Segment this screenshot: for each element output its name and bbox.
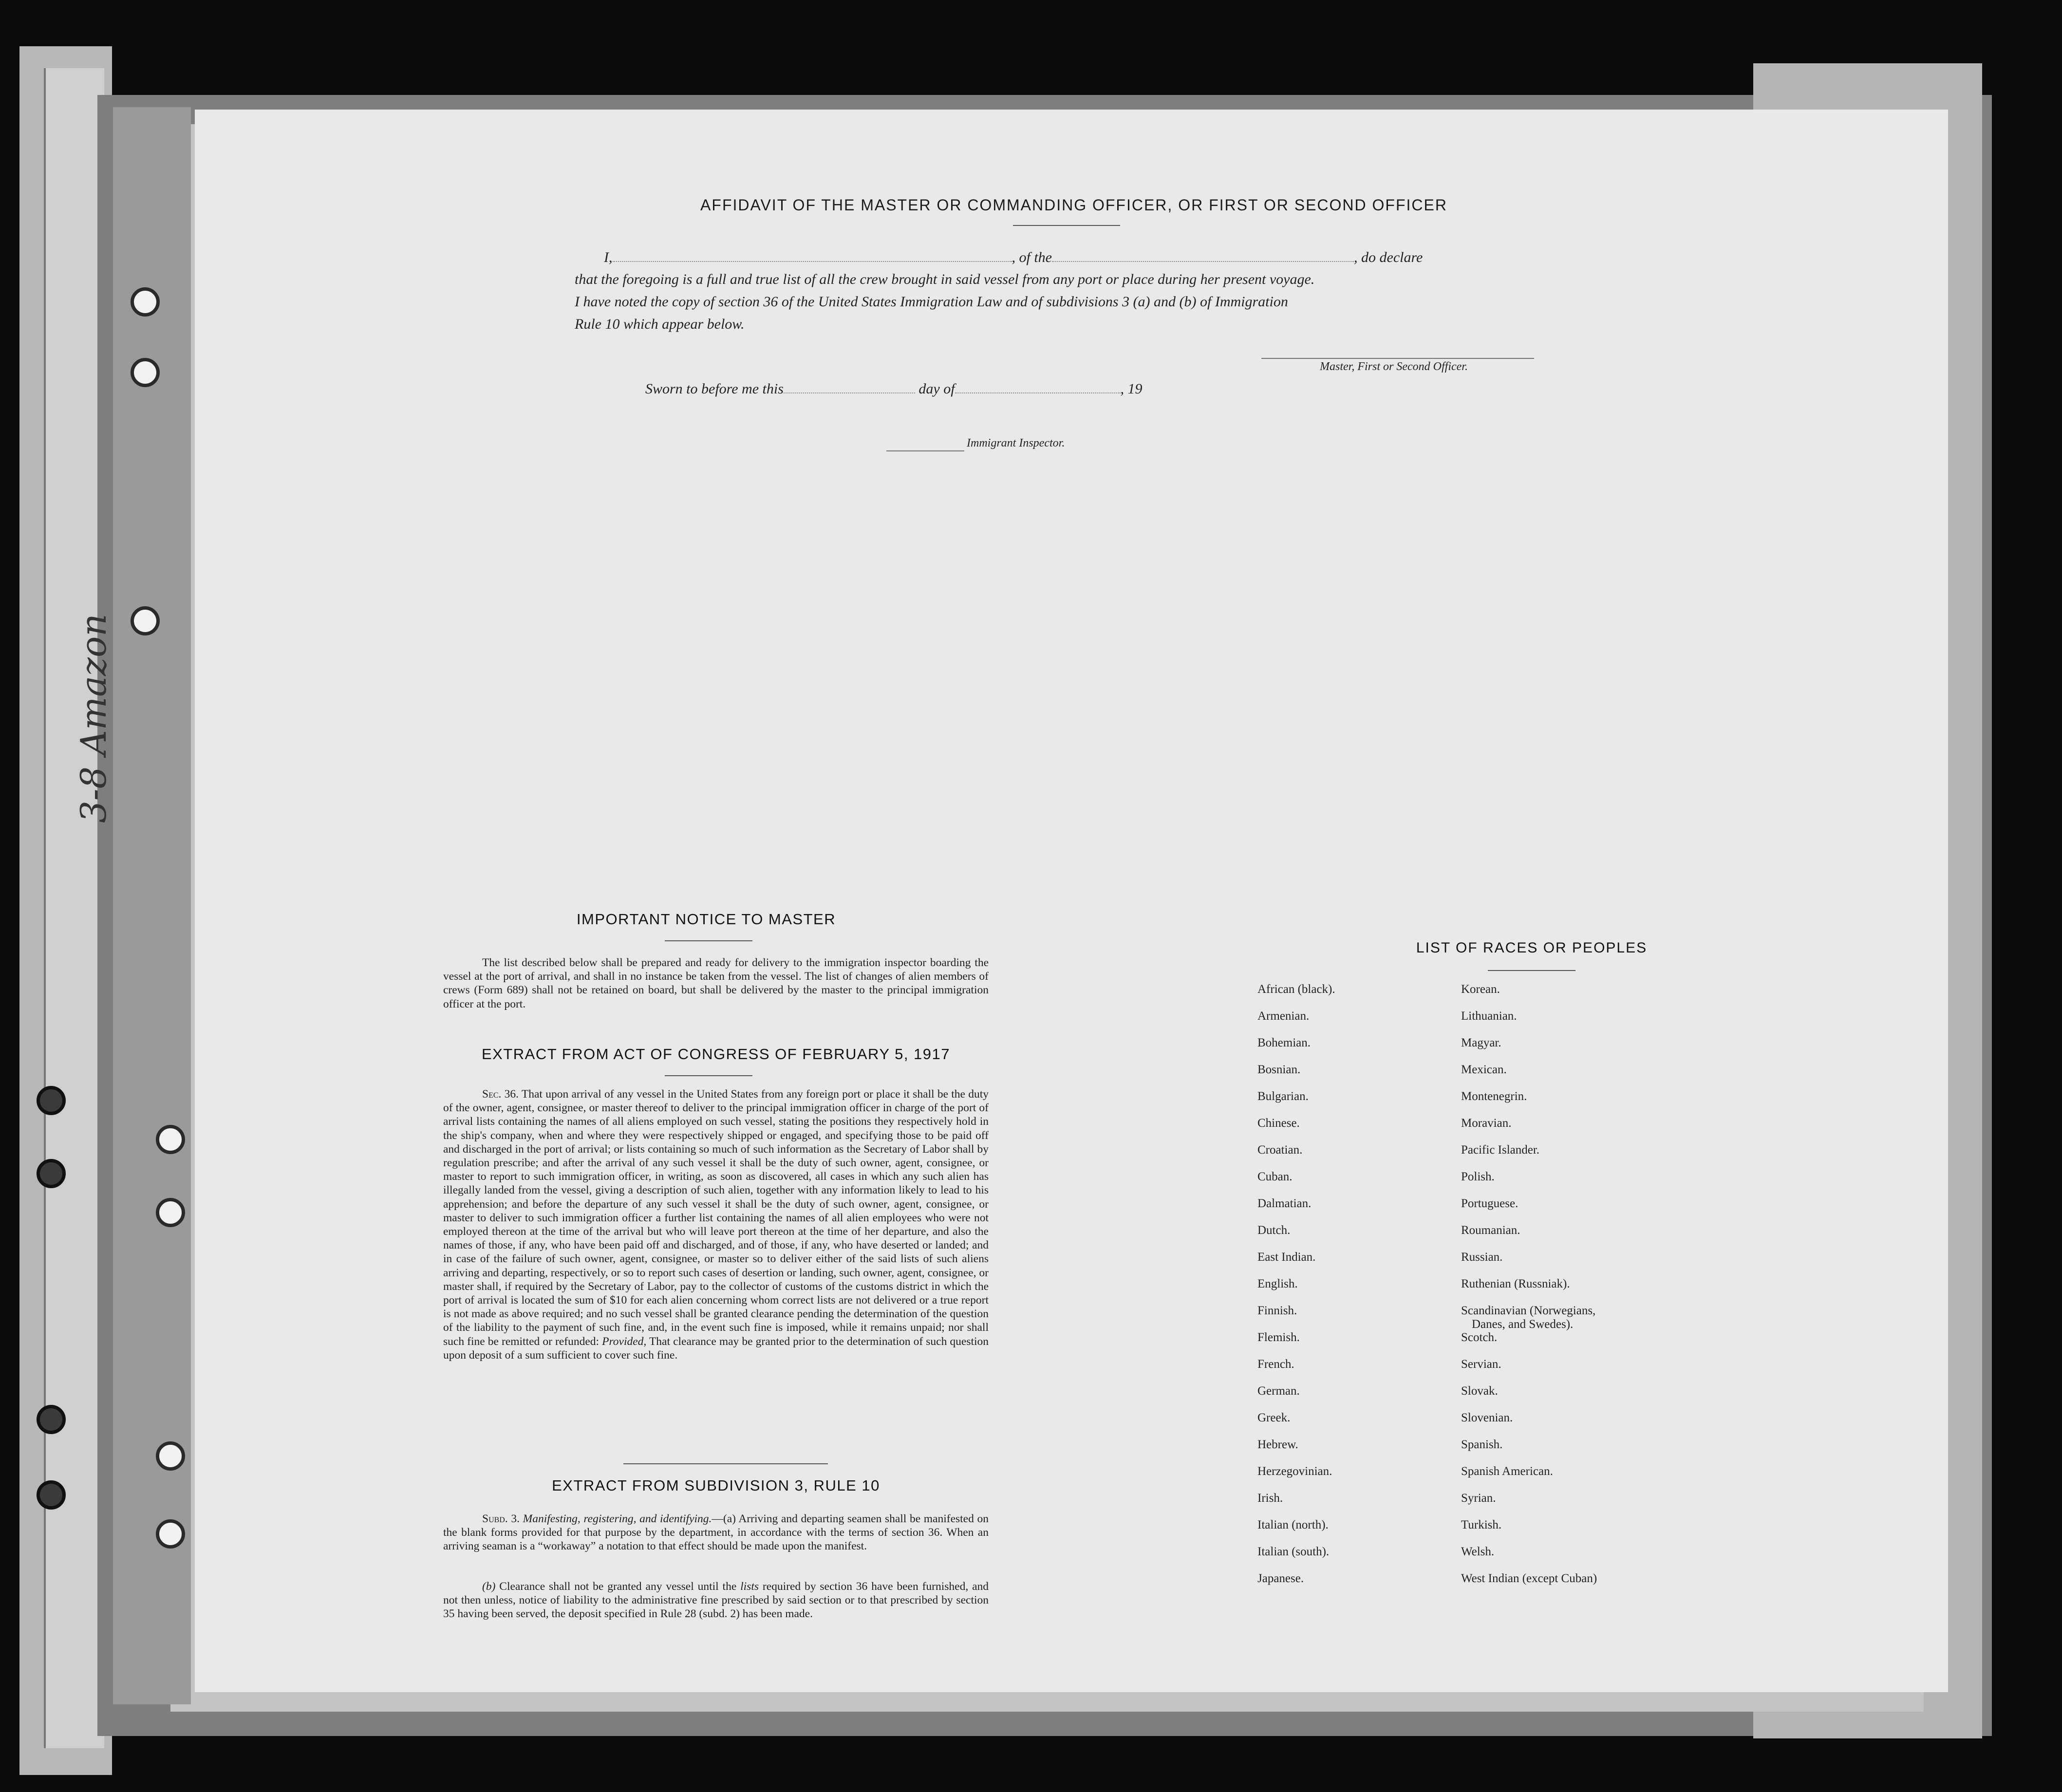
rule-separator (623, 1463, 828, 1464)
race-item (1461, 1251, 1597, 1277)
race-item (1461, 1545, 1597, 1572)
race-name: Scotch. (1461, 1331, 1498, 1344)
affidavit-title: AFFIDAVIT OF THE MASTER OR COMMANDING OFFICER, OR FIRST OR SECOND OFFICER (700, 196, 1447, 214)
rule-subd-b (443, 1580, 989, 1621)
race-name-continuation: Danes, and Swedes). (1472, 1318, 1574, 1331)
subd-b-post: required by section 36 have been furnished, and not then unless, notice of liability to the administrative fine prescribed by said section or to that prescribed by section 35 having been served, the deposit specified in Rule 28 (subd. 2) has been made. (443, 1580, 989, 1621)
punch-hole (156, 1519, 185, 1549)
vessel-blank[interactable] (1052, 248, 1354, 262)
race-name: Polish. (1461, 1170, 1495, 1183)
race-item (1461, 1331, 1597, 1358)
race-name: Korean. (1461, 983, 1500, 996)
rule-subd-a (443, 1512, 989, 1553)
notice-body: The list described below shall be prepared and ready for delivery to the immigration inspector boarding the vessel at the port of arrival, and shall in no instance be taken from the vessel. The list of changes of alien members of crews (Form 689) shall not be retained on board, but shall be delivered by the master to the principal immigration officer at the port. (443, 956, 989, 1010)
race-name: Hebrew. (1257, 1438, 1298, 1451)
affidavit-do-declare: , do declare (1354, 249, 1423, 265)
sworn-line (645, 380, 1619, 397)
subd-title: Manifesting, registering, and identifying. (523, 1512, 712, 1525)
punch-hole (131, 606, 160, 635)
race-item (1257, 1545, 1335, 1572)
subd-a-mark: —(a) (712, 1512, 736, 1525)
race-name: Dalmatian. (1257, 1197, 1312, 1210)
act-rule (665, 1075, 752, 1076)
punch-hole (131, 358, 160, 387)
race-item (1461, 1277, 1597, 1304)
race-name: African (black). (1257, 983, 1335, 996)
act-body (443, 1087, 989, 1362)
race-item (1461, 1117, 1597, 1143)
race-item (1257, 1009, 1335, 1036)
race-name: Chinese. (1257, 1117, 1300, 1130)
act-text-end: That clearance may be granted prior to the determination of such question upon deposit of a sum sufficient to cover such fine. (443, 1335, 989, 1362)
race-item (1461, 1143, 1597, 1170)
race-item (1461, 1411, 1597, 1438)
race-item (1461, 1465, 1597, 1492)
race-item (1257, 1197, 1335, 1224)
race-item (1461, 1518, 1597, 1545)
affidavit-of-the: , of the (1012, 249, 1052, 265)
sworn-text: Sworn to before me this (645, 381, 784, 397)
sworn-month-blank[interactable] (955, 380, 1121, 393)
punch-hole (156, 1198, 185, 1227)
affidavit-line-4: Rule 10 which appear below. (575, 316, 745, 332)
punch-hole (37, 1405, 66, 1434)
race-name: Italian (south). (1257, 1545, 1330, 1558)
proviso-word: Provided, (602, 1335, 647, 1348)
title-rule (1013, 225, 1120, 226)
race-name: Ruthenian (Russniak). (1461, 1277, 1570, 1290)
race-item (1257, 1063, 1335, 1090)
affidavit-line-declare (575, 248, 1549, 266)
race-item (1461, 983, 1597, 1009)
race-item (1461, 1170, 1597, 1197)
race-item (1461, 1224, 1597, 1251)
race-name: Montenegrin. (1461, 1090, 1527, 1103)
act-heading: EXTRACT FROM ACT OF CONGRESS OF FEBRUARY 5, 1917 (481, 1045, 951, 1063)
race-name: Japanese. (1257, 1572, 1304, 1585)
punch-hole (37, 1480, 66, 1510)
act-text: That upon arrival of any vessel in the United States from any foreign port or place it shall be the duty of the owner, agent, consignee, or master thereof to deliver to the principal immigration officer in charge of the port of arrival lists containing the names of all aliens employed on such vessel, stating the positions they respectively hold in the ship's company, when and where they were respectively shipped or engaged, and specifying those to be paid off and discharged in the port of arrival; or lists containing so much of such information as the Secretary of Labor shall by regulation prescribe; and after the arrival of any such vessel it shall be the duty of such owner, agent, consignee, or master to report to such immigration officer, in writing, as soon as discovered, all cases in which any such alien has illegally landed from the vessel, giving a description of such alien, together with any information likely to lead to his apprehension; and before the departure of any such vessel it shall be the duty of such owner, agent, consignee, or master to deliver to such immigration officer a further list containing the names of all alien employees who were not employed thereon at the time of the arrival but who will leave port thereon at the time of her departure, and also the names of those, if any, who have been paid off and discharged, and of those, if any, who have deserted or landed; and in case of the failure of such owner, agent, consignee, or master so to deliver either of the said lists of such aliens arriving and departing, respectively, or so to report such cases of desertion or landing, such owner, agent, consignee, or master shall, if required by the Secretary of Labor, pay to the collector of customs of the customs district in which the port of arrival is located the sum of $10 for each alien concerning whom correct lists are not delivered or a true report is not made as above required; and no such vessel shall be granted clearance pending the determination of the question of the liability to the payment of such fine, and, in the event such fine is imposed, while it remains unpaid; nor shall such fine be remitted or refunded: (443, 1088, 989, 1348)
race-item (1257, 1465, 1335, 1492)
races-heading: LIST OF RACES OR PEOPLES (1416, 940, 1648, 956)
race-name: Irish. (1257, 1492, 1283, 1505)
race-item (1257, 1492, 1335, 1518)
race-name: East Indian. (1257, 1251, 1316, 1264)
race-item (1257, 983, 1335, 1009)
race-name: Magyar. (1461, 1036, 1501, 1049)
race-item (1461, 1197, 1597, 1224)
handwritten-margin-note: 3-8 Amazon (73, 614, 114, 823)
punch-hole (156, 1441, 185, 1471)
race-name: Moravian. (1461, 1117, 1512, 1130)
race-name: Cuban. (1257, 1170, 1293, 1183)
name-blank[interactable] (613, 248, 1012, 262)
race-item (1461, 1304, 1597, 1331)
race-name: Syrian. (1461, 1492, 1496, 1505)
race-name: Greek. (1257, 1411, 1291, 1424)
race-name: Lithuanian. (1461, 1009, 1517, 1023)
punch-hole (37, 1086, 66, 1115)
race-item (1257, 1518, 1335, 1545)
year-text: , 19 (1120, 381, 1143, 397)
notice-rule (665, 940, 752, 941)
race-item (1257, 1251, 1335, 1277)
race-name: Slovenian. (1461, 1411, 1513, 1424)
punch-hole (37, 1159, 66, 1188)
race-name: Portuguese. (1461, 1197, 1518, 1210)
race-item (1461, 1572, 1597, 1599)
race-name: Bohemian. (1257, 1036, 1311, 1049)
subd-label: Subd. 3. (482, 1512, 520, 1525)
race-name: Italian (north). (1257, 1518, 1329, 1531)
inspector-signature-line[interactable] (886, 450, 964, 451)
race-name: Armenian. (1257, 1009, 1310, 1023)
race-name: French. (1257, 1358, 1294, 1371)
day-of-text: day of (919, 381, 955, 397)
race-name: German. (1257, 1384, 1300, 1398)
race-name: Flemish. (1257, 1331, 1300, 1344)
race-item (1257, 1224, 1335, 1251)
punch-hole (156, 1125, 185, 1154)
race-item (1257, 1384, 1335, 1411)
race-name: Dutch. (1257, 1224, 1291, 1237)
race-name: Welsh. (1461, 1545, 1495, 1558)
race-item (1257, 1358, 1335, 1384)
race-item (1257, 1036, 1335, 1063)
affidavit-line-3: I have noted the copy of section 36 of the United States Immigration Law and of subdivisions 3 (a) and (b) of Immigration (575, 294, 1288, 310)
affidavit-i: I, (604, 249, 613, 265)
master-signature-line[interactable] (1261, 358, 1534, 359)
race-item (1257, 1304, 1335, 1331)
race-item (1257, 1277, 1335, 1304)
races-column-2 (1461, 983, 1597, 1599)
master-caption: Master, First or Second Officer. (1320, 360, 1468, 373)
inspector-caption: Immigrant Inspector. (967, 437, 1065, 449)
race-name: Spanish American. (1461, 1465, 1553, 1478)
race-name: Croatian. (1257, 1143, 1303, 1157)
race-item (1461, 1063, 1597, 1090)
race-item (1461, 1492, 1597, 1518)
subd-a-body: Arriving and departing seamen shall be manifested on the blank forms provided for that purpose by the department, in accordance with the terms of section 36. When an arriving seaman is a “workaway” a notation to that effect should be made upon the manifest. (443, 1512, 989, 1553)
race-item (1257, 1117, 1335, 1143)
notice-heading: IMPORTANT NOTICE TO MASTER (576, 911, 836, 928)
affidavit-line-2: that the foregoing is a full and true list of all the crew brought in said vessel from any port or place during her present voyage. (575, 271, 1315, 287)
race-item (1257, 1331, 1335, 1358)
subd-b-mark: (b) (482, 1580, 496, 1593)
race-name: Mexican. (1461, 1063, 1507, 1076)
race-name: Roumanian. (1461, 1224, 1520, 1237)
race-name: English. (1257, 1277, 1298, 1290)
subd-b-pre: Clearance shall not be granted any vessel until the (499, 1580, 737, 1593)
subd-b-lists: lists (740, 1580, 759, 1593)
race-item (1257, 1090, 1335, 1117)
races-column-1 (1257, 983, 1335, 1599)
race-name: Bosnian. (1257, 1063, 1301, 1076)
race-name: Servian. (1461, 1358, 1501, 1371)
race-name: West Indian (except Cuban) (1461, 1572, 1597, 1585)
race-item (1257, 1438, 1335, 1465)
races-rule (1488, 970, 1575, 971)
rule-heading: EXTRACT FROM SUBDIVISION 3, RULE 10 (552, 1477, 880, 1494)
race-item (1257, 1411, 1335, 1438)
race-name: Turkish. (1461, 1518, 1502, 1531)
race-name: Russian. (1461, 1251, 1503, 1264)
section-label: Sec. 36. (482, 1088, 519, 1101)
sworn-day-blank[interactable] (784, 380, 915, 393)
race-name: Bulgarian. (1257, 1090, 1309, 1103)
race-item (1257, 1170, 1335, 1197)
race-name: Finnish. (1257, 1304, 1297, 1317)
race-item (1461, 1384, 1597, 1411)
race-item (1461, 1009, 1597, 1036)
race-item (1461, 1090, 1597, 1117)
race-name: Spanish. (1461, 1438, 1503, 1451)
form-page (195, 110, 1948, 1692)
race-item (1257, 1572, 1335, 1599)
race-name: Scandinavian (Norwegians, (1461, 1304, 1596, 1317)
race-name: Herzegovinian. (1257, 1465, 1332, 1478)
race-item (1461, 1358, 1597, 1384)
race-item (1461, 1036, 1597, 1063)
race-name: Pacific Islander. (1461, 1143, 1540, 1157)
punch-hole (131, 287, 160, 317)
race-item (1461, 1438, 1597, 1465)
race-item (1257, 1143, 1335, 1170)
race-name: Slovak. (1461, 1384, 1498, 1398)
